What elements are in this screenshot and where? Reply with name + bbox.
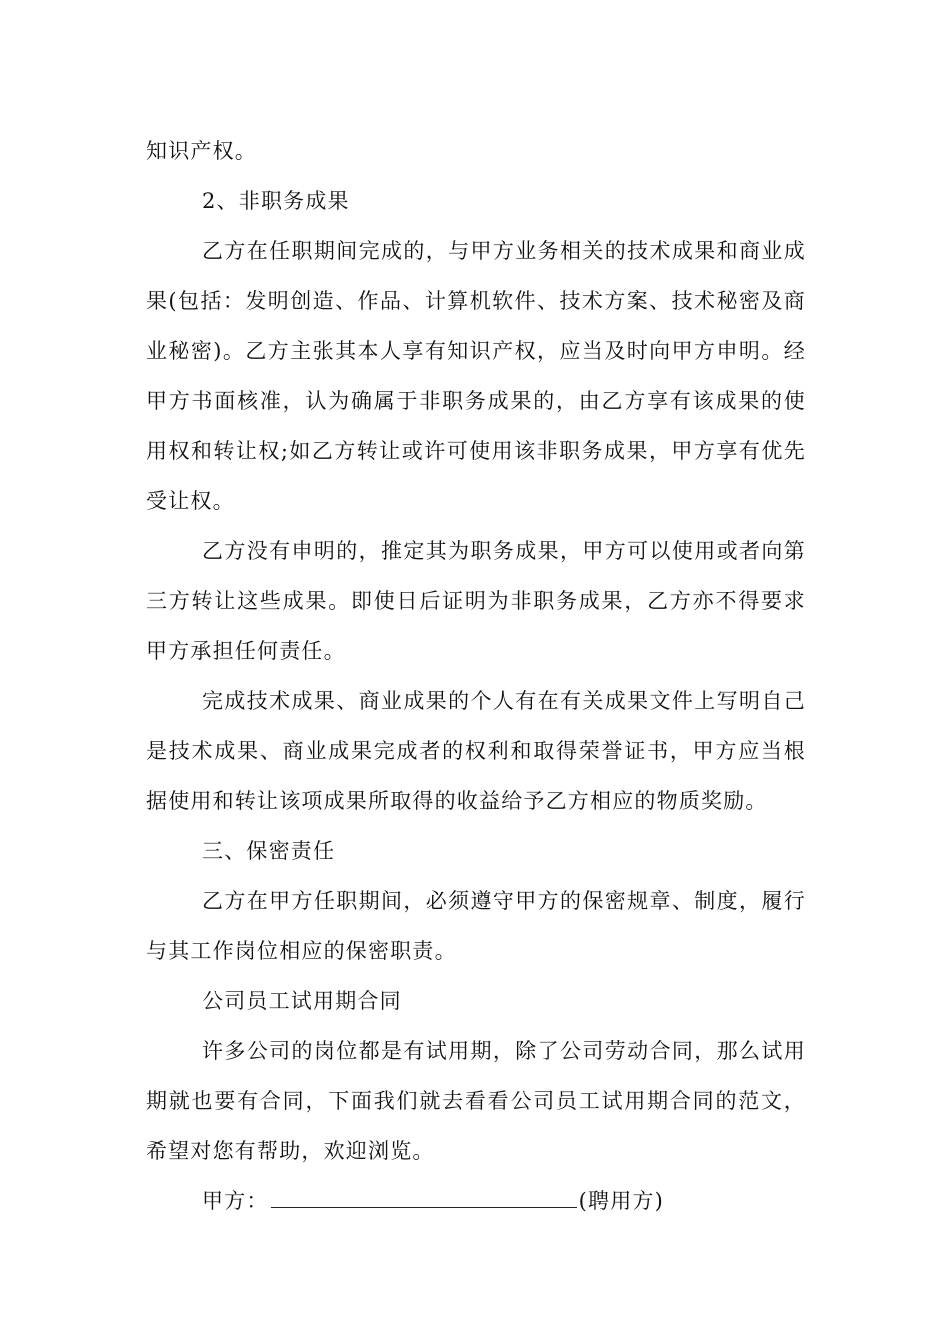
paragraph-confidentiality: 乙方在甲方任职期间，必须遵守甲方的保密规章、制度，履行与其工作岗位相应的保密职责。 (146, 889, 806, 963)
party-a-label: 甲方： (202, 1189, 269, 1213)
paragraph-undeclared-results: 乙方没有申明的，推定其为职务成果，甲方可以使用或者向第三方转让这些成果。即使日后证明为非职务成果，乙方亦不得要求甲方承担任何责任。 (146, 539, 806, 663)
document-body (146, 126, 806, 1226)
paragraph-intro: 许多公司的岗位都是有试用期，除了公司劳动合同，那么试用期就也要有合同，下面我们就去看看公司员工试用期合同的范文，希望对您有帮助，欢迎浏览。 (146, 1039, 806, 1163)
paragraph-reward: 完成技术成果、商业成果的个人有在有关成果文件上写明自己是技术成果、商业成果完成者的权利和取得荣誉证书，甲方应当根据使用和转让该项成果所取得的收益给予乙方相应的物质奖励。 (146, 689, 806, 813)
section-heading-confidentiality: 三、保密责任 (202, 839, 336, 863)
document-title-probation-contract: 公司员工试用期合同 (202, 989, 402, 1013)
paragraph-continuation: 知识产权。 (146, 139, 257, 163)
paragraph-non-work-results: 乙方在任职期间完成的，与甲方业务相关的技术成果和商业成果(包括：发明创造、作品、计算机软件、技术方案、技术秘密及商业秘密)。乙方主张其本人享有知识产权，应当及时向甲方申明。经甲方书面核准，认为确属于非职务成果的，由乙方享有该成果的使用权和转让权;如乙方转让或许可使用该非职务成果，甲方享有优先受让权。 (146, 239, 806, 513)
party-a-line (146, 1176, 806, 1226)
party-a-blank-field (271, 1183, 577, 1208)
section-heading-non-work-results: 2、非职务成果 (202, 189, 350, 213)
party-a-suffix: (聘用方) (578, 1189, 664, 1213)
